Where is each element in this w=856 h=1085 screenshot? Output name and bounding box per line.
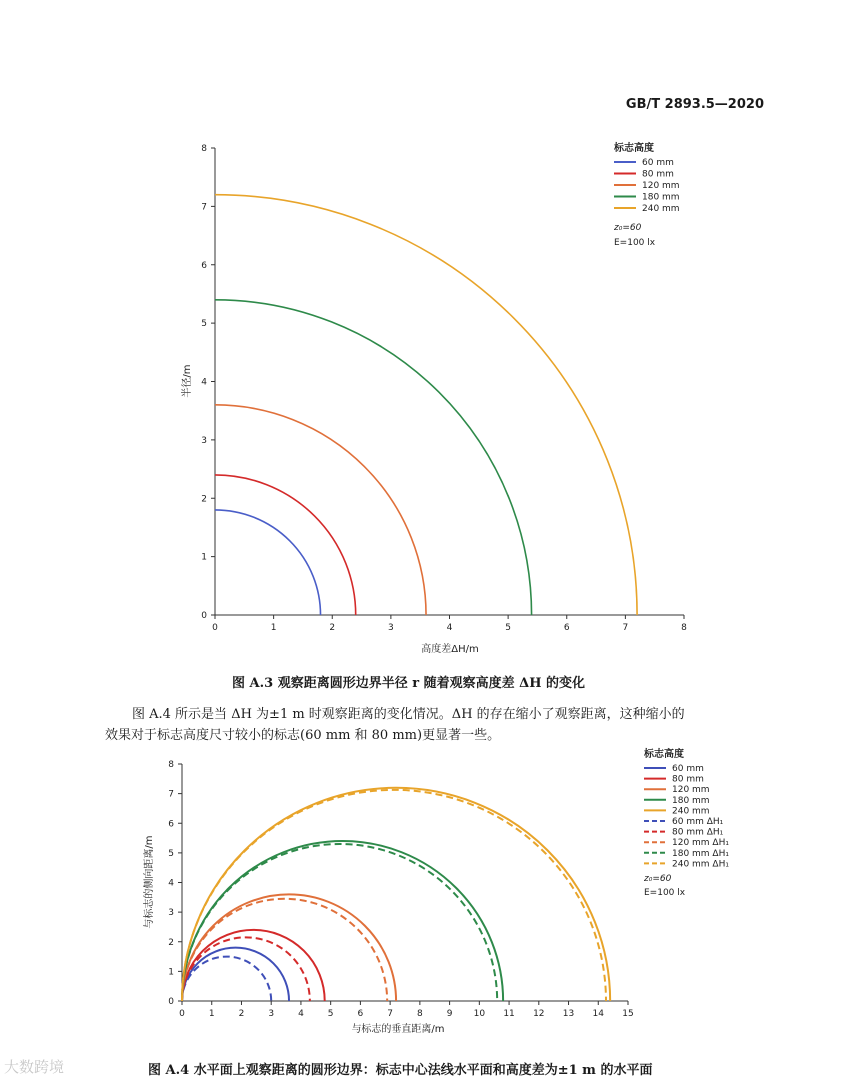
- a4-y-tick-label: 0: [168, 997, 174, 1007]
- a3-ylabel: 半径/m: [182, 364, 193, 398]
- a3-x-tick-label: 3: [388, 623, 394, 633]
- a4-x-tick-label: 14: [592, 1009, 604, 1019]
- a4-ylabel: 与标志的侧向距离/m: [144, 835, 155, 929]
- a4-legend-label: 80 mm: [672, 774, 704, 785]
- a3-x-tick-label: 2: [329, 623, 336, 633]
- a4-legend-label: 80 mm ΔH₁: [672, 827, 724, 838]
- a3-xlabel: 高度差ΔH/m: [421, 644, 479, 655]
- figure-a4-caption: 图 A.4 水平面上观察距离的圆形边界：标志中心法线水平面和高度差为±1 m 的水平面: [148, 1063, 653, 1078]
- a4-x-tick-label: 5: [327, 1009, 334, 1019]
- a3-y-tick-label: 3: [201, 435, 207, 446]
- a4-x-tick-label: 11: [503, 1009, 515, 1019]
- a3-x-tick-label: 5: [505, 623, 511, 633]
- a4-legend-label: 60 mm: [672, 764, 704, 774]
- a4-arc-240-mm-h: [182, 790, 606, 1001]
- a4-x-tick-label: 8: [416, 1009, 423, 1019]
- a4-legend: [643, 747, 729, 898]
- a4-x-tick-label: 12: [533, 1009, 545, 1019]
- a4-param-z0: z₀=60: [644, 874, 672, 884]
- a4-x-tick-label: 15: [622, 1009, 634, 1019]
- a3-legend-label: 240 mm: [642, 204, 680, 214]
- a3-legend-label: 60 mm: [642, 158, 674, 168]
- a4-arc-120-mm: [182, 894, 396, 1001]
- a4-legend-label: 120 mm ΔH₁: [672, 838, 729, 849]
- a4-arc-80-mm: [182, 930, 325, 1001]
- a4-arc-80-mm-h: [182, 937, 310, 1001]
- a4-x-tick-label: 3: [268, 1009, 275, 1019]
- a4-y-tick-label: 8: [168, 760, 174, 770]
- a4-y-tick-label: 3: [168, 908, 174, 919]
- a3-param-z0: z₀=60: [614, 223, 642, 233]
- a4-x-tick-label: 6: [357, 1009, 364, 1019]
- a3-y-tick-label: 4: [201, 377, 207, 388]
- a4-series: [182, 788, 610, 1001]
- a4-param-e: E=100 lx: [644, 888, 686, 898]
- a3-x-tick-label: 6: [563, 623, 570, 633]
- a4-x-tick-label: 0: [179, 1009, 185, 1019]
- a4-x-tick-label: 1: [208, 1009, 215, 1019]
- a4-y-tick-label: 5: [168, 848, 174, 859]
- standard-number: GB/T 2893.5—2020: [625, 97, 764, 112]
- a4-arc-120-mm-h: [182, 899, 387, 1001]
- a3-y-tick-label: 2: [201, 494, 207, 505]
- a3-x-tick-label: 0: [212, 623, 218, 633]
- a4-legend-label: 180 mm: [672, 795, 710, 806]
- a3-x-tick-label: 8: [681, 623, 687, 633]
- figure-a3-caption: 图 A.3 观察距离圆形边界半径 r 随着观察高度差 ΔH 的变化: [232, 676, 586, 691]
- a4-x-tick-label: 4: [298, 1009, 304, 1019]
- a3-y-tick-label: 7: [201, 202, 207, 213]
- watermark-text: 大数跨境: [4, 1058, 65, 1076]
- a3-y-tick-label: 1: [201, 552, 207, 563]
- a4-axes: [168, 760, 633, 1019]
- a3-x-tick-label: 4: [446, 623, 453, 633]
- a4-legend-label: 60 mm ΔH₁: [672, 817, 724, 827]
- a4-xlabel: 与标志的垂直距离/m: [351, 1024, 445, 1035]
- paragraph-line-1: 图 A.4 所示是当 ΔH 为±1 m 时观察距离的变化情况。ΔH 的存在缩小了观察距离，这种缩小的: [132, 707, 685, 722]
- a3-y-tick-label: 8: [201, 144, 207, 154]
- a4-legend-label: 240 mm ΔH₁: [672, 859, 729, 870]
- a4-x-tick-label: 7: [387, 1009, 394, 1019]
- a4-x-tick-label: 9: [446, 1009, 453, 1019]
- a4-y-tick-label: 4: [168, 878, 174, 889]
- a4-y-tick-label: 2: [168, 937, 174, 948]
- a4-legend-label: 240 mm: [672, 806, 710, 817]
- a4-y-tick-label: 7: [168, 789, 174, 800]
- a3-y-tick-label: 0: [201, 611, 207, 621]
- a4-legend-title: 标志高度: [644, 749, 684, 760]
- a4-x-tick-label: 10: [473, 1009, 486, 1019]
- a3-param-e: E=100 lx: [614, 238, 656, 248]
- a4-x-tick-label: 2: [238, 1009, 245, 1019]
- a3-legend-label: 120 mm: [642, 181, 680, 191]
- paragraph-line-2: 效果对于标志高度尺寸较小的标志(60 mm 和 80 mm)更显著一些。: [105, 728, 501, 743]
- a3-legend-label: 180 mm: [642, 192, 680, 203]
- a4-arc-240-mm: [182, 788, 610, 1001]
- a4-y-tick-label: 6: [168, 819, 174, 830]
- a3-x-tick-label: 7: [622, 623, 629, 633]
- a3-x-tick-label: 1: [270, 623, 277, 633]
- a3-legend-label: 80 mm: [642, 169, 674, 180]
- a3-legend-title: 标志高度: [614, 143, 654, 154]
- a4-legend-label: 120 mm: [672, 785, 710, 796]
- a4-y-tick-label: 1: [168, 967, 174, 978]
- a3-y-tick-label: 6: [201, 260, 207, 271]
- a4-x-tick-label: 13: [562, 1009, 575, 1019]
- a4-legend-label: 180 mm ΔH₁: [672, 848, 729, 859]
- a4-arc-60-mm-h: [182, 957, 271, 1001]
- a3-y-tick-label: 5: [201, 319, 207, 330]
